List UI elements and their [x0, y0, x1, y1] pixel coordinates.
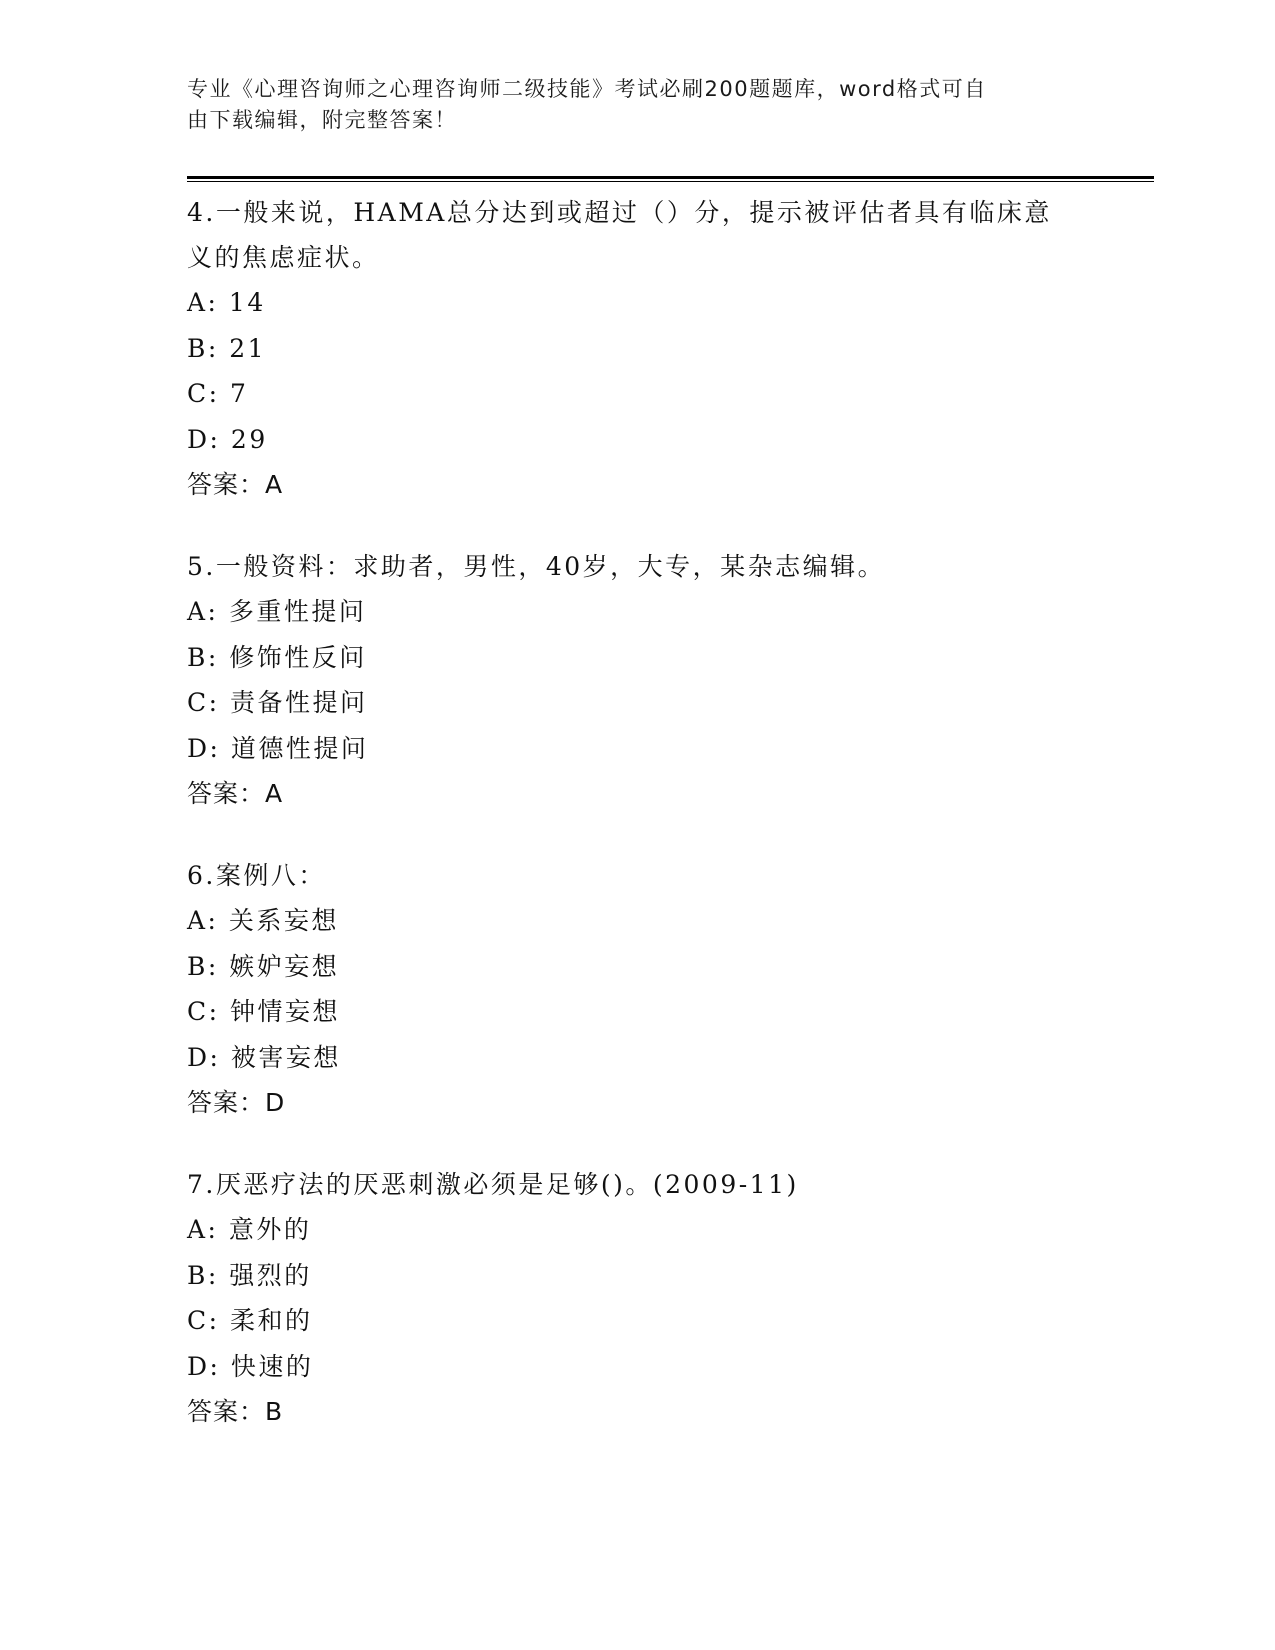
document-header [187, 74, 1067, 136]
question-6 [187, 853, 1087, 1125]
question-stem-continued: 义的焦虑症状。 [187, 243, 380, 272]
answer-label: 答案：B [187, 1397, 284, 1426]
question-stem: 5.一般资料：求助者，男性，40岁，大专，某杂志编辑。 [187, 552, 886, 581]
question-stem: 7.厌恶疗法的厌恶刺激必须是足够()。(2009-11) [187, 1170, 799, 1199]
header-divider-thin [187, 181, 1154, 182]
header-line-2: 由下载编辑，附完整答案！ [187, 108, 457, 132]
question-stem: 4.一般来说，HAMA总分达到或超过（）分，提示被评估者具有临床意 [187, 198, 1052, 227]
option-d: D: 29 [187, 424, 268, 454]
answer-label: 答案：A [187, 470, 284, 499]
option-a: A: 关系妄想 [187, 906, 339, 935]
option-a: A: 多重性提问 [187, 597, 367, 626]
option-b: B: 嫉妒妄想 [187, 951, 340, 981]
option-c: C: 钟情妄想 [187, 997, 340, 1026]
question-5 [187, 544, 1087, 816]
question-4 [187, 190, 1087, 507]
option-d: D: 道德性提问 [187, 733, 369, 763]
answer-label: 答案：D [187, 1088, 286, 1117]
option-b: B: 修饰性反问 [187, 642, 367, 672]
answer-label: 答案：A [187, 779, 284, 808]
option-d: D: 快速的 [187, 1351, 314, 1381]
option-c: C: 7 [187, 379, 249, 408]
option-b: B: 21 [187, 333, 267, 363]
header-line-1: 专业《心理咨询师之心理咨询师二级技能》考试必刷200题题库，word格式可自 [187, 77, 987, 101]
option-c: C: 柔和的 [187, 1306, 313, 1335]
option-d: D: 被害妄想 [187, 1042, 341, 1072]
header-divider-thick [187, 176, 1154, 179]
question-list [187, 190, 1087, 1471]
question-stem: 6.案例八： [187, 861, 326, 890]
option-b: B: 强烈的 [187, 1260, 312, 1290]
option-a: A: 意外的 [187, 1215, 312, 1244]
option-c: C: 责备性提问 [187, 688, 368, 717]
question-7 [187, 1162, 1087, 1434]
option-a: A: 14 [187, 288, 266, 317]
